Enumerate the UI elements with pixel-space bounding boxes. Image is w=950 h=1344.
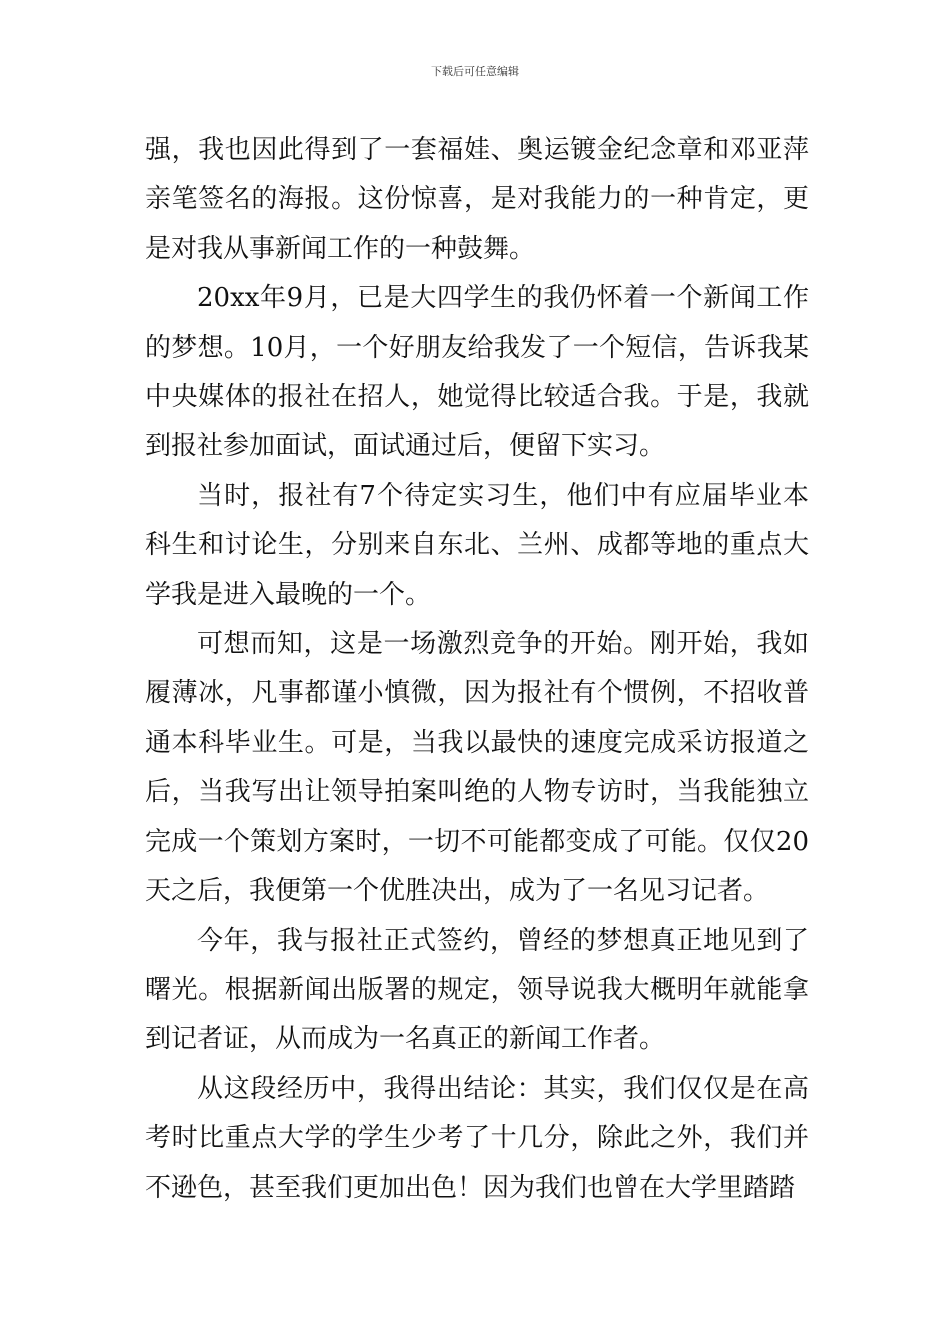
- paragraph-continuation: 强，我也因此得到了一套福娃、奥运镀金纪念章和邓亚萍亲笔签名的海报。这份惊喜，是对我能力的一种肯定，更是对我从事新闻工作的一种鼓舞。: [145, 135, 809, 264]
- header-note: 下载后可任意编辑: [431, 65, 519, 78]
- paragraph: 当时，报社有7个待定实习生，他们中有应届毕业本科生和讨论生，分别来自东北、兰州、成都等地的重点大学我是进入最晚的一个。: [145, 480, 809, 610]
- paragraph: 20xx年9月，已是大四学生的我仍怀着一个新闻工作的梦想。10月，一个好朋友给我发了一个短信，告诉我某中央媒体的报社在招人，她觉得比较适合我。于是，我就到报社参加面试，面试通过后，便留下实习。: [145, 283, 809, 462]
- paragraph: 从这段经历中，我得出结论：其实，我们仅仅是在高考时比重点大学的学生少考了十几分，除此之外，我们并不逊色，甚至我们更加出色！因为我们也曾在大学里踏踏: [145, 1073, 809, 1203]
- document-body: [145, 126, 809, 1213]
- paragraph: 可想而知，这是一场激烈竞争的开始。刚开始，我如履薄冰，凡事都谨小慎微，因为报社有个惯例，不招收普通本科毕业生。可是，当我以最快的速度完成采访报道之后，当我写出让领导拍案叫绝的人物专访时，当我能独立完成一个策划方案时，一切不可能都变成了可能。仅仅20天之后，我便第一个优胜决出，成为了一名见习记者。: [145, 629, 809, 907]
- paragraph: 今年，我与报社正式签约，曾经的梦想真正地见到了曙光。根据新闻出版署的规定，领导说我大概明年就能拿到记者证，从而成为一名真正的新闻工作者。: [145, 925, 809, 1055]
